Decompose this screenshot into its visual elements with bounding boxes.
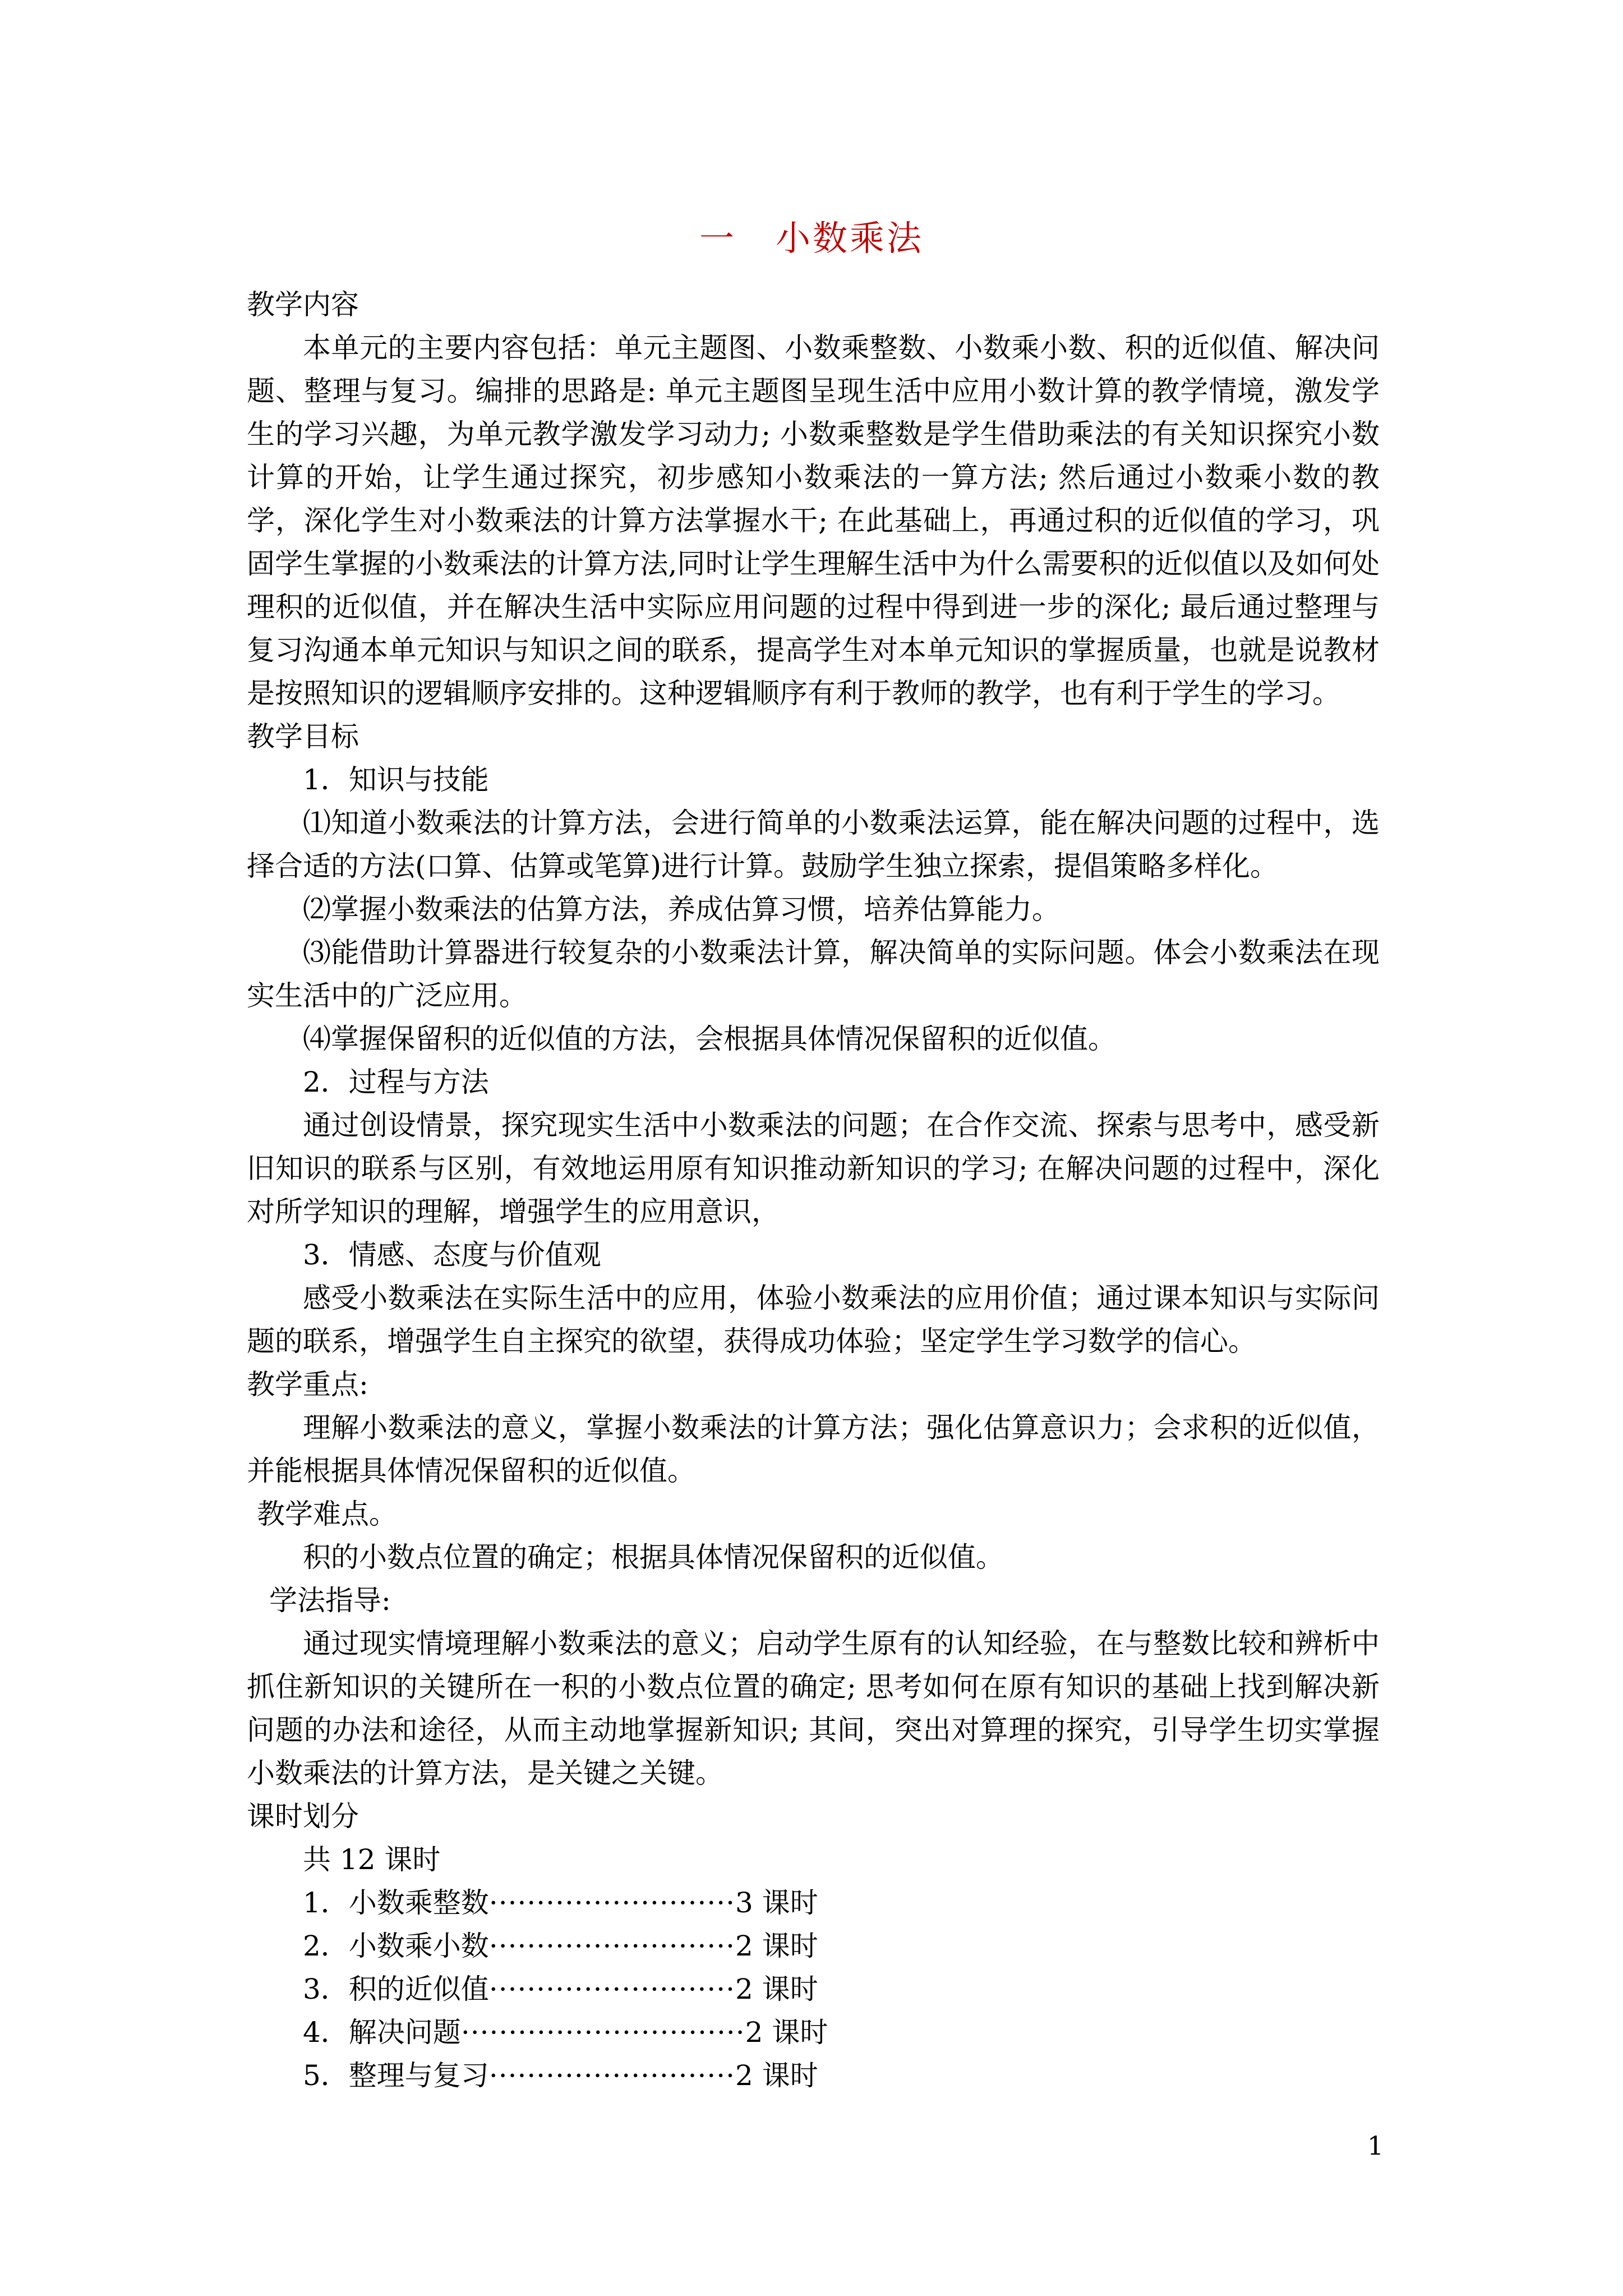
goal3-heading: 3．情感、态度与价值观 [303, 1239, 601, 1271]
goal3-paragraph: 感受小数乘法在实际生活中的应用，体验小数乘法的应用价值；通过课本知识与实际问题的联系，增强学生自主探究的欲望，获得成功体验；坚定学生学习数学的信心。 [247, 1282, 1380, 1358]
schedule-item-label: 3．积的近似值 [303, 1973, 489, 2005]
schedule-item [247, 1925, 1380, 1968]
goal1-heading: 1．知识与技能 [303, 763, 489, 796]
content-paragraph: 本单元的主要内容包括：单元主题图、小数乘整数、小数乘小数、积的近似值、解决问题、整理与复习。编排的思路是: 单元主题图呈现生活中应用小数计算的教学情境，激发学生的学习兴趣，为单元教学激发学习动力; 小数乘整数是学生借助乘法的有关知识探究小数计算的开始，让学生通过探究，初步感知小数乘法的一算方法; 然后通过小数乘小数的教学，深化学生对小数乘法的计算方法掌握水干; 在此基础上，再通过积的近似值的学习，巩固学生掌握的小数乘法的计算方法,同时让学生理解生活中为什么需要积的近似值以及如何处理积的近似值，并在解决生活中实际应用问题的过程中得到进一步的深化; 最后通过整理与复习沟通本单元知识与知识之间的联系，提高学生对本单元知识的掌握质量，也就是说教材是按照知识的逻辑顺序安排的。这种逻辑顺序有利于教师的教学，也有利于学生的学习。 [247, 332, 1380, 710]
page-number: 1 [1367, 2131, 1384, 2161]
schedule-item-leader: ·························· [488, 1973, 736, 2005]
section-heading-difficulty: 教学难点。 [257, 1498, 397, 1530]
chapter-title: 小数乘法 [776, 218, 924, 259]
schedule-item-label: 2．小数乘小数 [303, 1930, 489, 1962]
difficulty-paragraph: 积的小数点位置的确定；根据具体情况保留积的近似值。 [303, 1541, 1004, 1573]
schedule-item-hours: 3 课时 [735, 1887, 818, 1919]
schedule-item-leader: ·························· [488, 1887, 736, 1919]
section-heading-goals: 教学目标 [247, 720, 359, 753]
section-heading-content: 教学内容 [247, 288, 359, 321]
document-body [247, 283, 1380, 2097]
schedule-item-hours: 2 课时 [735, 2059, 818, 2092]
schedule-item-leader: ······························ [460, 2016, 745, 2049]
chapter-number: 一 [699, 218, 736, 259]
schedule-item [247, 1968, 1380, 2011]
schedule-item-label: 1．小数乘整数 [303, 1887, 489, 1919]
schedule-item [247, 1881, 1380, 1925]
schedule-item-hours: 2 课时 [735, 1973, 818, 2005]
section-heading-key-points: 教学重点: [247, 1368, 368, 1401]
key-points-paragraph: 理解小数乘法的意义，掌握小数乘法的计算方法；强化估算意识力；会求积的近似值，并能根据具体情况保留积的近似值。 [247, 1411, 1380, 1487]
schedule-item-label: 5．整理与复习 [303, 2059, 489, 2092]
goal1-item-2: ⑵掌握小数乘法的估算方法，养成估算习惯，培养估算能力。 [303, 893, 1060, 926]
goal1-item-1: ⑴知道小数乘法的计算方法，会进行简单的小数乘法运算，能在解决问题的过程中，选择合适的方法(口算、估算或笔算)进行计算。鼓励学生独立探索，提倡策略多样化。 [247, 807, 1380, 882]
goal2-paragraph: 通过创设情景，探究现实生活中小数乘法的问题；在合作交流、探索与思考中，感受新旧知识的联系与区别，有效地运用原有知识推动新知识的学习; 在解决问题的过程中，深化对所学知识的理解，增强学生的应用意识， [247, 1109, 1380, 1228]
schedule-item-leader: ·························· [488, 2059, 736, 2092]
page-title [0, 213, 1623, 264]
schedule-item-hours: 2 课时 [745, 2016, 828, 2049]
schedule-total: 共 12 课时 [303, 1843, 441, 1876]
schedule-item-leader: ·························· [488, 1930, 736, 1962]
goal1-item-4: ⑷掌握保留积的近似值的方法，会根据具体情况保留积的近似值。 [303, 1023, 1116, 1055]
goal1-item-3: ⑶能借助计算器进行较复杂的小数乘法计算，解决简单的实际问题。体会小数乘法在现实生活中的广泛应用。 [247, 936, 1380, 1012]
schedule-item-hours: 2 课时 [735, 1930, 818, 1962]
schedule-item-label: 4．解决问题 [303, 2016, 461, 2049]
schedule-item [247, 2011, 1380, 2054]
schedule-item [247, 2054, 1380, 2097]
section-heading-schedule: 课时划分 [247, 1800, 359, 1833]
method-paragraph: 通过现实情境理解小数乘法的意义；启动学生原有的认知经验，在与整数比较和辨析中抓住新知识的关键所在一积的小数点位置的确定; 思考如何在原有知识的基础上找到解决新问题的办法和途径，从而主动地掌握新知识; 其间，突出对算理的探究，引导学生切实掌握小数乘法的计算方法，是关键之关键。 [247, 1627, 1380, 1789]
section-heading-method: 学法指导: [269, 1584, 391, 1617]
goal2-heading: 2．过程与方法 [303, 1066, 489, 1098]
